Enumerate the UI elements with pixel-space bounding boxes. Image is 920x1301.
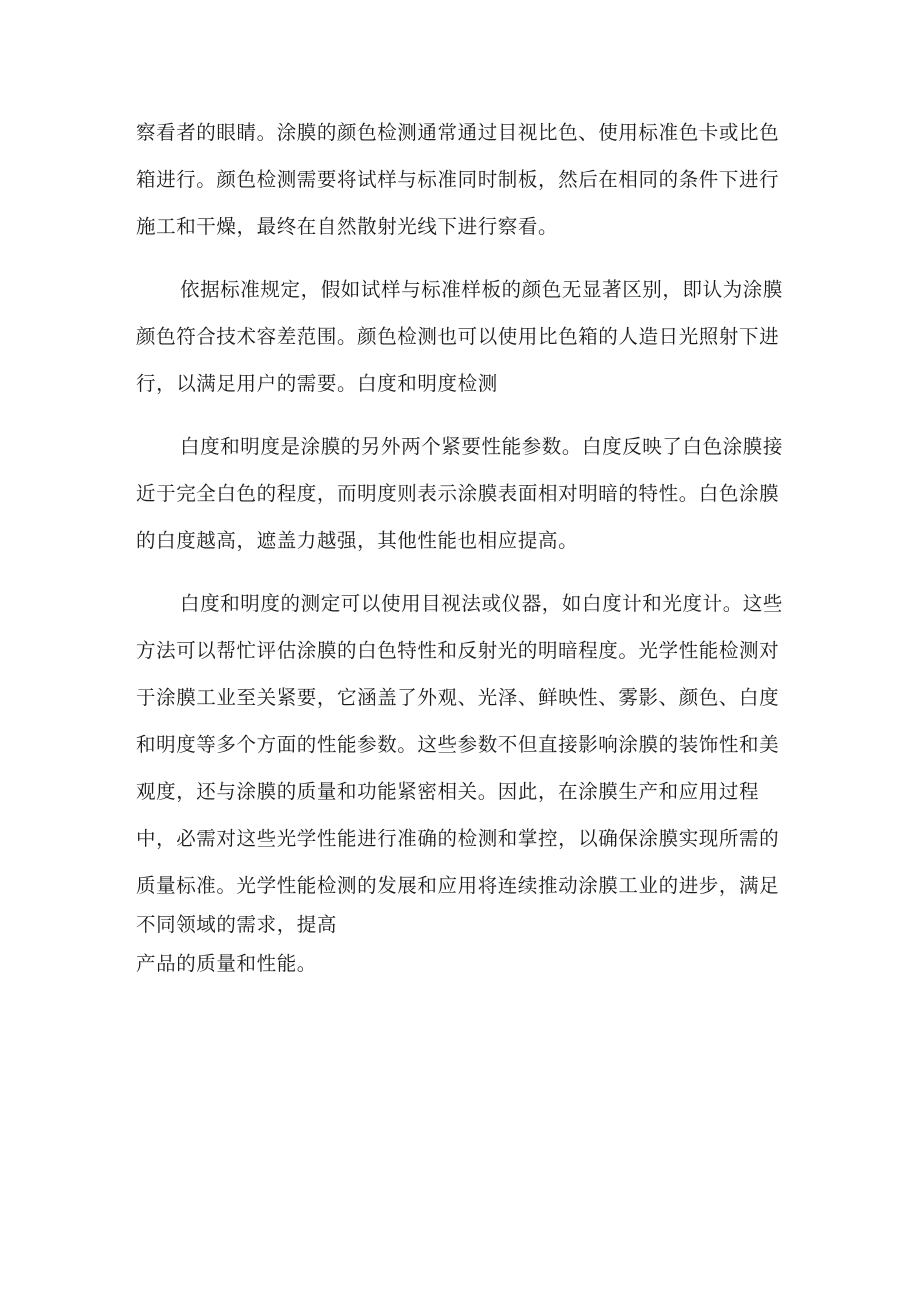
paragraph-line: 近于完全白色的程度，而明度则表示涂膜表面相对明暗的特性。白色涂膜 bbox=[136, 482, 780, 505]
paragraph-line: 依据标准规定，假如试样与标准样板的颜色无显著区别，即认为涂膜 bbox=[180, 278, 784, 301]
paragraph-line: 施工和干燥，最终在自然散射光线下进行察看。 bbox=[136, 215, 559, 238]
paragraph-line: 白度和明度是涂膜的另外两个紧要性能参数。白度反映了白色涂膜接 bbox=[180, 435, 784, 458]
paragraph-line: 和明度等多个方面的性能参数。这些参数不但直接影响涂膜的装饰性和美 bbox=[136, 733, 780, 756]
paragraph-line: 中，必需对这些光学性能进行准确的检测和掌控，以确保涂膜实现所需的 bbox=[136, 827, 780, 850]
paragraph-line: 察看者的眼睛。涂膜的颜色检测通常通过目视比色、使用标准色卡或比色 bbox=[136, 121, 780, 144]
paragraph-line: 不同领域的需求，提高 bbox=[136, 913, 338, 936]
paragraph-line: 的白度越高，遮盖力越强，其他性能也相应提高。 bbox=[136, 529, 579, 552]
paragraph-line: 行，以满足用户的需要。白度和明度检测 bbox=[136, 372, 498, 395]
paragraph-line: 方法可以帮忙评估涂膜的白色特性和反射光的明暗程度。光学性能检测对 bbox=[136, 639, 780, 662]
paragraph-line: 产品的质量和性能。 bbox=[136, 952, 317, 975]
paragraph-line: 箱进行。颜色检测需要将试样与标准同时制板，然后在相同的条件下进行 bbox=[136, 168, 780, 191]
paragraph-line: 质量标准。光学性能检测的发展和应用将连续推动涂膜工业的进步，满足 bbox=[136, 874, 780, 897]
paragraph-line: 颜色符合技术容差范围。颜色检测也可以使用比色箱的人造日光照射下进 bbox=[136, 325, 780, 348]
paragraph-line: 于涂膜工业至关紧要，它涵盖了外观、光泽、鲜映性、雾影、颜色、白度 bbox=[136, 686, 780, 709]
paragraph-line: 观度，还与涂膜的质量和功能紧密相关。因此，在涂膜生产和应用过程 bbox=[136, 780, 760, 803]
paragraph-line: 白度和明度的测定可以使用目视法或仪器，如白度计和光度计。这些 bbox=[180, 592, 784, 615]
